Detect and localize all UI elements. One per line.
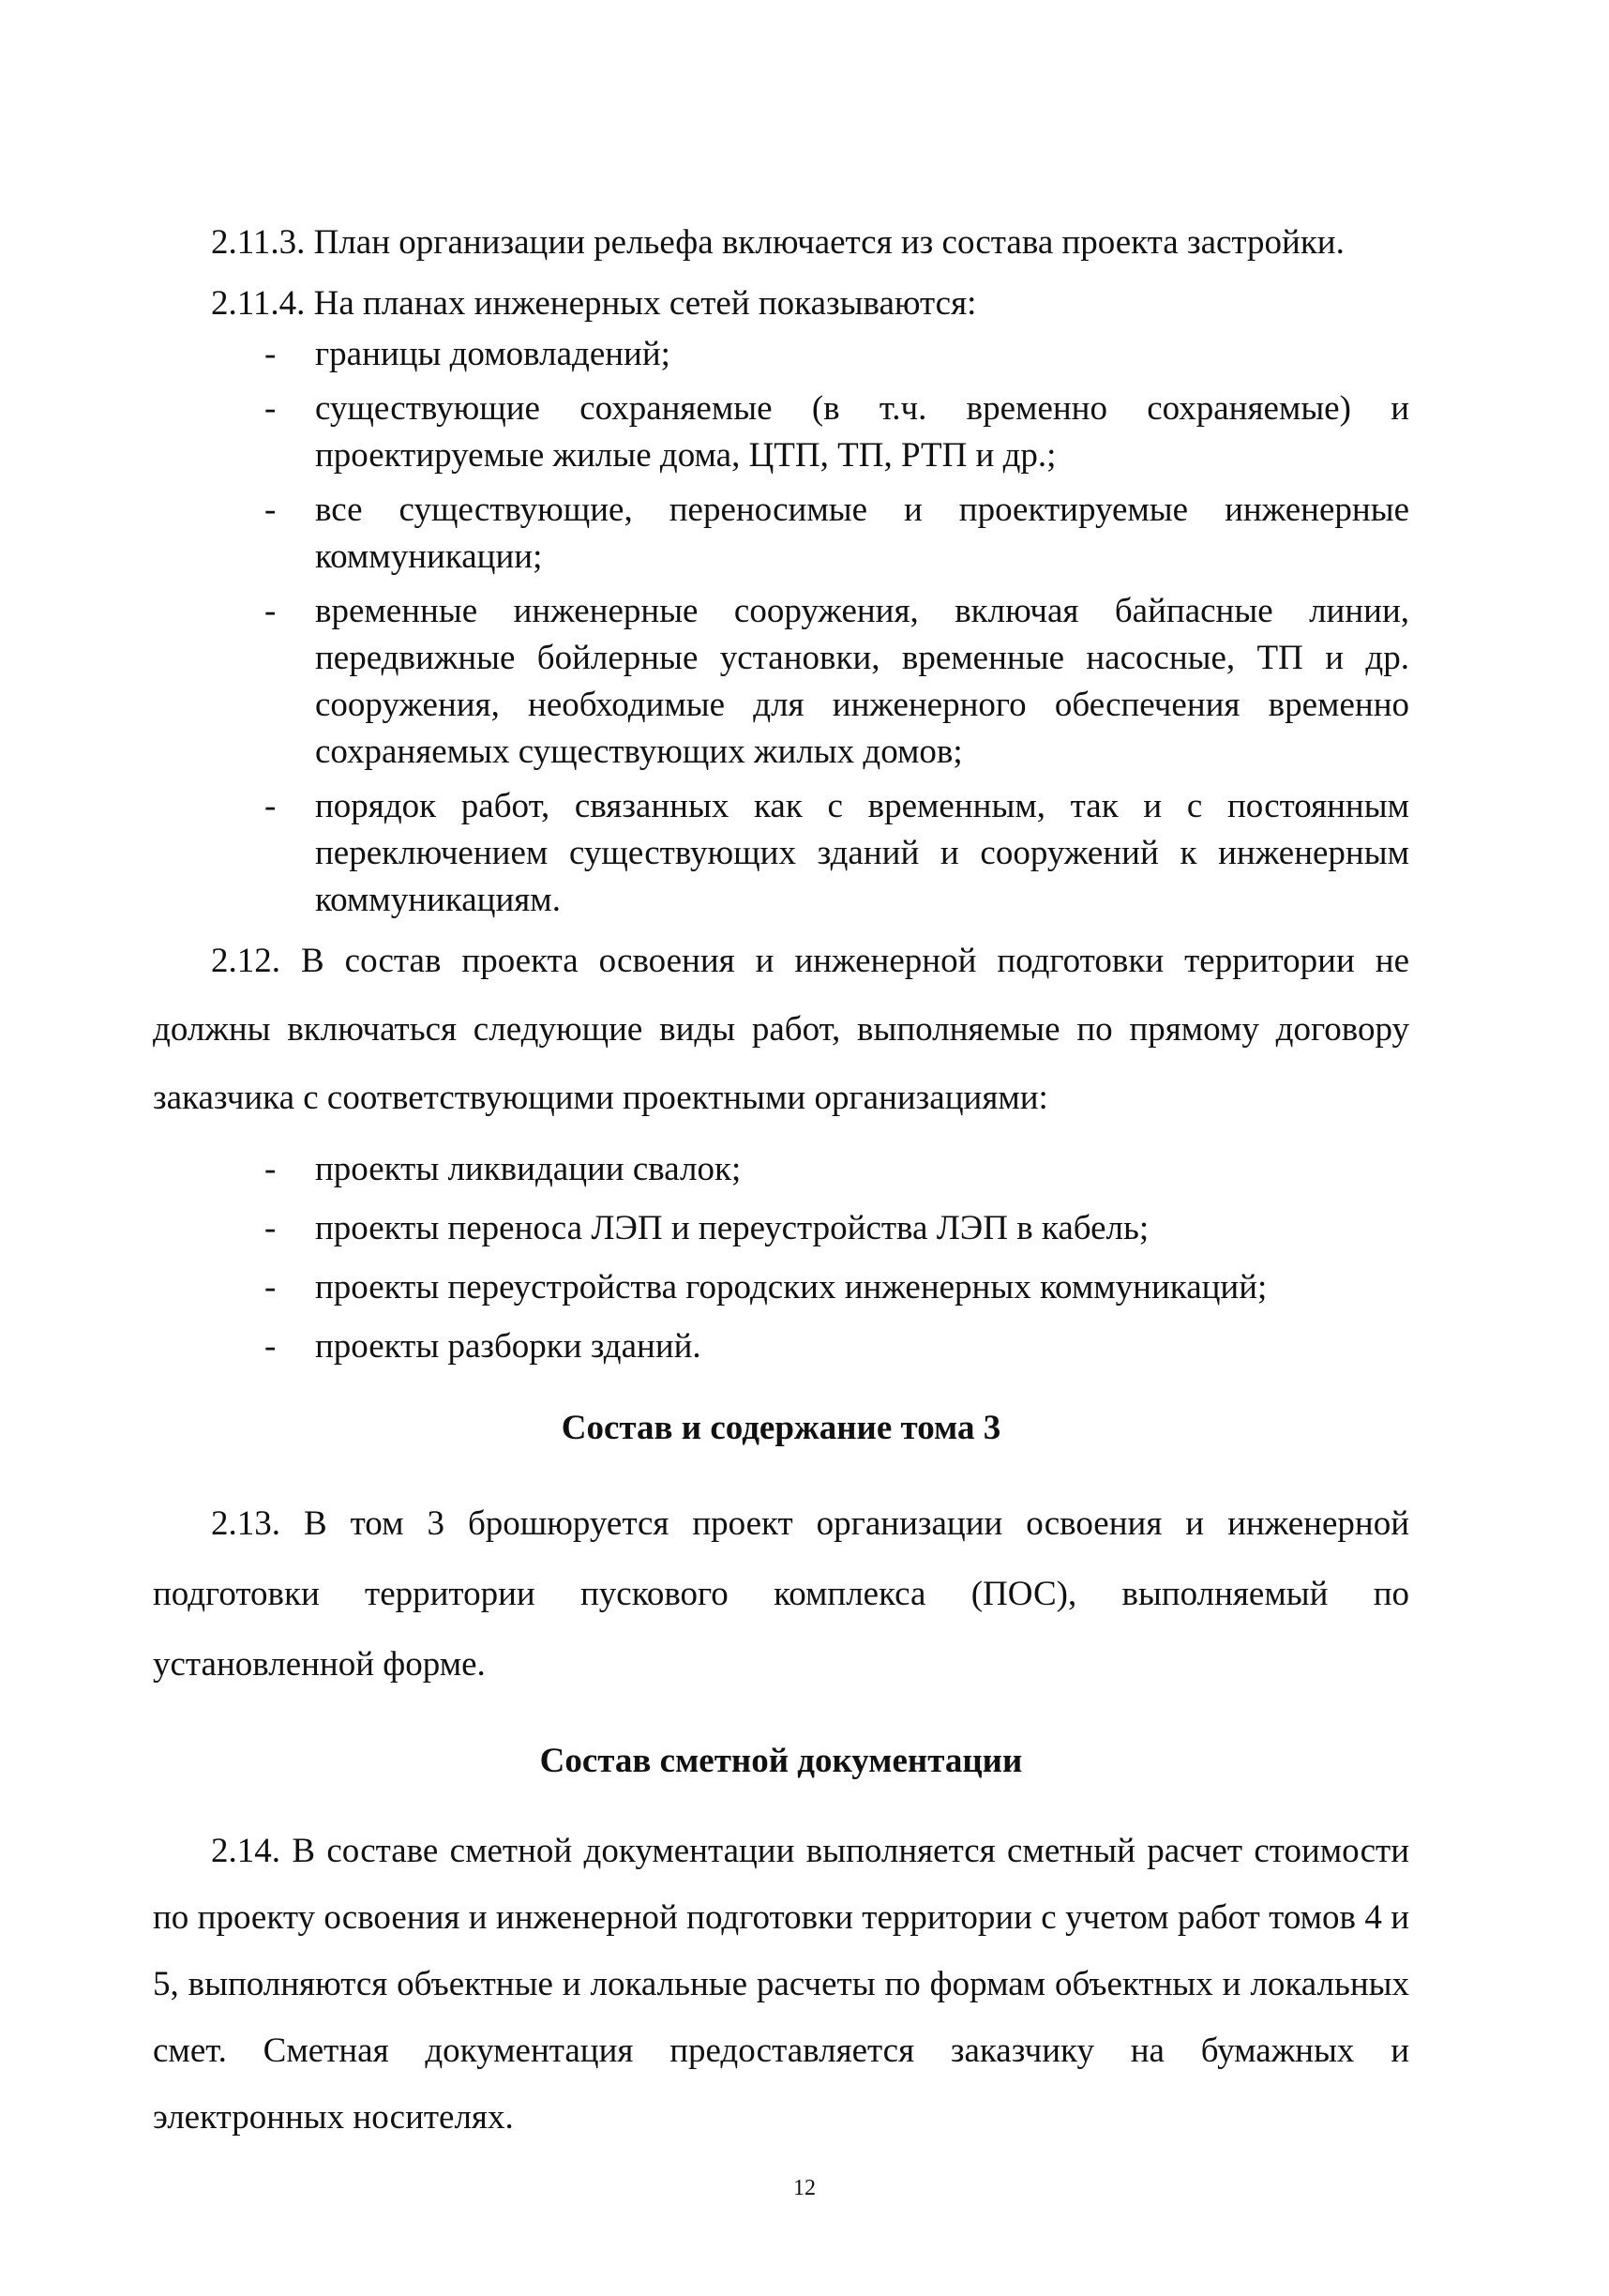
list-item <box>153 1317 1409 1376</box>
paragraph-2-11-3: 2.11.3. План организации рельефа включается из состава проекта застройки. <box>211 223 1345 262</box>
list-item-text: временные инженерные сооружения, включая байпасные линии, передвижные бойлерные установки, временные насосные, ТП и др. сооружения, необходимые для инженерного обеспечения временно сохраняемых существующих жилых домов; <box>315 592 1409 771</box>
list-marker: - <box>264 491 277 529</box>
list-marker: - <box>264 1209 277 1247</box>
paragraph-2-13: 2.13. В том 3 брошюруется проект организации освоения и инженерной подготовки территории пускового комплекса (ПОС), выполняемый по установленной форме. <box>153 1504 1409 1684</box>
list-item <box>153 1140 1409 1199</box>
list-item-text: проекты переноса ЛЭП и переустройства ЛЭП в кабель; <box>315 1209 1150 1247</box>
list-item <box>153 385 1409 479</box>
paragraph-2-14: 2.14. В составе сметной документации выполняется сметный расчет стоимости по проекту освоения и инженерной подготовки территории с учетом работ томов 4 и 5, выполняются объектные и локальные расчеты по формам объектных и локальных смет. Сметная документация предоставляется заказчику на бумажных и электронных носителях. <box>153 1832 1409 2137</box>
list-marker: - <box>264 1150 277 1188</box>
list-marker: - <box>264 592 277 630</box>
paragraph-2-11-4: 2.11.4. На планах инженерных сетей показываются: <box>211 284 977 323</box>
list-item-text: все существующие, переносимые и проектируемые инженерные коммуникации; <box>315 491 1409 576</box>
list-2-11-4 <box>153 331 1409 924</box>
paragraph-2-12: 2.12. В состав проекта освоения и инженерной подготовки территории не должны включаться следующие виды работ, выполняемые по прямому договору заказчика с соответствующими проектными организациями: <box>153 942 1409 1117</box>
heading-tom-3: Состав и содержание тома 3 <box>561 1409 1001 1447</box>
list-item-text: существующие сохраняемые (в т.ч. временно сохраняемые) и проектируемые жилые дома, ЦТП, ТП, РТП и др.; <box>315 389 1409 475</box>
list-marker: - <box>264 1268 277 1307</box>
document-body <box>153 216 1409 2151</box>
list-2-12 <box>153 1140 1409 1376</box>
list-item <box>153 331 1409 378</box>
list-item <box>153 783 1409 924</box>
list-item <box>153 487 1409 581</box>
list-item-text: проекты разборки зданий. <box>315 1327 701 1366</box>
list-item-text: порядок работ, связанных как с временным, так и с постоянным переключением существующих зданий и сооружений к инженерным коммуникациям. <box>315 787 1409 919</box>
page-number: 12 <box>793 2176 816 2200</box>
list-marker: - <box>264 787 277 825</box>
list-marker: - <box>264 389 277 428</box>
list-marker: - <box>264 335 277 373</box>
list-item <box>153 1199 1409 1258</box>
list-item-text: проекты переустройства городских инженерных коммуникаций; <box>315 1268 1268 1307</box>
list-item-text: границы домовладений; <box>315 335 670 373</box>
list-item-text: проекты ликвидации свалок; <box>315 1150 742 1188</box>
list-item <box>153 1258 1409 1317</box>
heading-smeta: Состав сметной документации <box>539 1742 1023 1780</box>
list-item <box>153 588 1409 776</box>
list-marker: - <box>264 1327 277 1366</box>
